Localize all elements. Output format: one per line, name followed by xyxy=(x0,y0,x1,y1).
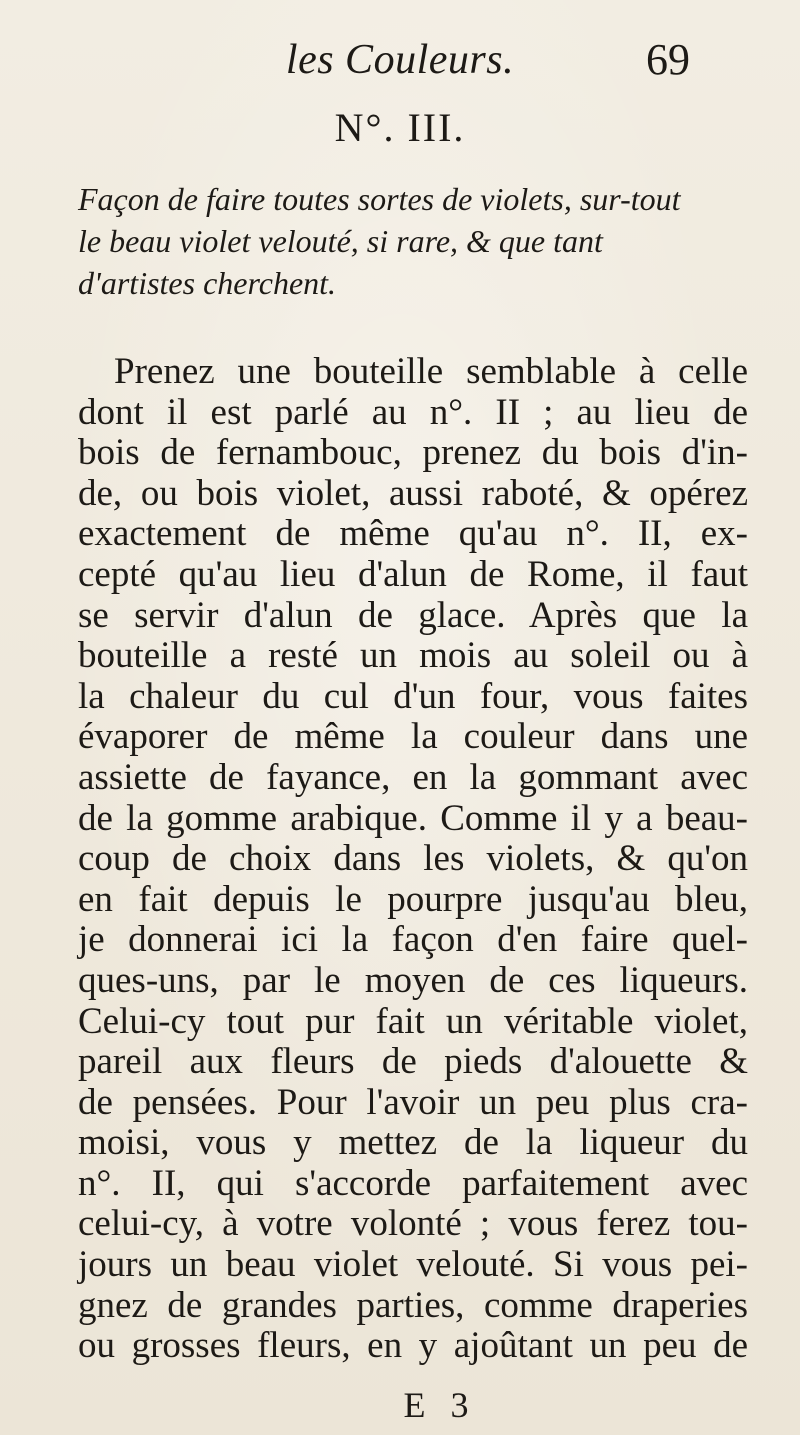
text-line: cepté qu'au lieu d'alun de Rome, il faut xyxy=(78,553,748,595)
running-head xyxy=(0,28,800,88)
text-line: je donnerai ici la façon d'en faire quel- xyxy=(78,919,748,961)
text-line: évaporer de même la couleur dans une xyxy=(78,716,748,758)
section-heading xyxy=(78,178,738,304)
text-line: n°. II, qui s'accorde parfaitement avec xyxy=(78,1162,748,1204)
text-line: dont il est parlé au n°. II ; au lieu de xyxy=(78,391,748,433)
heading-line: le beau violet velouté, si rare, & que tant xyxy=(78,223,603,259)
text-line: de pensées. Pour l'avoir un peu plus cra- xyxy=(78,1081,748,1123)
body-paragraph xyxy=(78,352,748,1367)
text-line: la chaleur du cul d'un four, vous faites xyxy=(78,675,748,717)
running-title: les Couleurs. xyxy=(285,37,515,83)
text-line: de la gomme arabique. Comme il y a beau- xyxy=(78,797,748,839)
text-line: Celui-cy tout pur fait un véritable violet, xyxy=(78,1000,748,1042)
text-line: de, ou bois violet, aussi raboté, & opérez xyxy=(78,472,748,514)
text-line: jours un beau violet velouté. Si vous pei- xyxy=(78,1244,748,1286)
text-line: ques-uns, par le moyen de ces liqueurs. xyxy=(78,959,748,1001)
heading-line: d'artistes cherchent. xyxy=(78,265,337,301)
text-line: exactement de même qu'au n°. II, ex- xyxy=(78,513,748,555)
text-line: en fait depuis le pourpre jusqu'au bleu, xyxy=(78,878,748,920)
text-line: coup de choix dans les violets, & qu'on xyxy=(78,838,748,880)
text-line: Prenez une bouteille semblable à celle xyxy=(114,351,748,392)
text-line: pareil aux fleurs de pieds d'alouette & xyxy=(78,1041,748,1083)
text-line: se servir d'alun de glace. Après que la xyxy=(78,594,748,636)
heading-line: Façon de faire toutes sortes de violets, sur-tout xyxy=(78,181,681,217)
text-line: celui-cy, à votre volonté ; vous ferez tou- xyxy=(78,1203,748,1245)
section-number: N°. III. xyxy=(334,105,466,150)
text-line: moisi, vous y mettez de la liqueur du xyxy=(78,1122,748,1164)
text-line: assiette de fayance, en la gommant avec xyxy=(78,756,748,798)
text-line: bouteille a resté un mois au soleil ou à xyxy=(78,635,748,677)
text-line: bois de fernambouc, prenez du bois d'in- xyxy=(78,432,748,474)
page-number: 69 xyxy=(646,35,690,84)
signature-mark: E 3 xyxy=(403,1385,477,1425)
text-line: gnez de grandes parties, comme draperies xyxy=(78,1284,748,1326)
text-line: ou grosses fleurs, en y ajoûtant un peu de xyxy=(78,1325,748,1367)
